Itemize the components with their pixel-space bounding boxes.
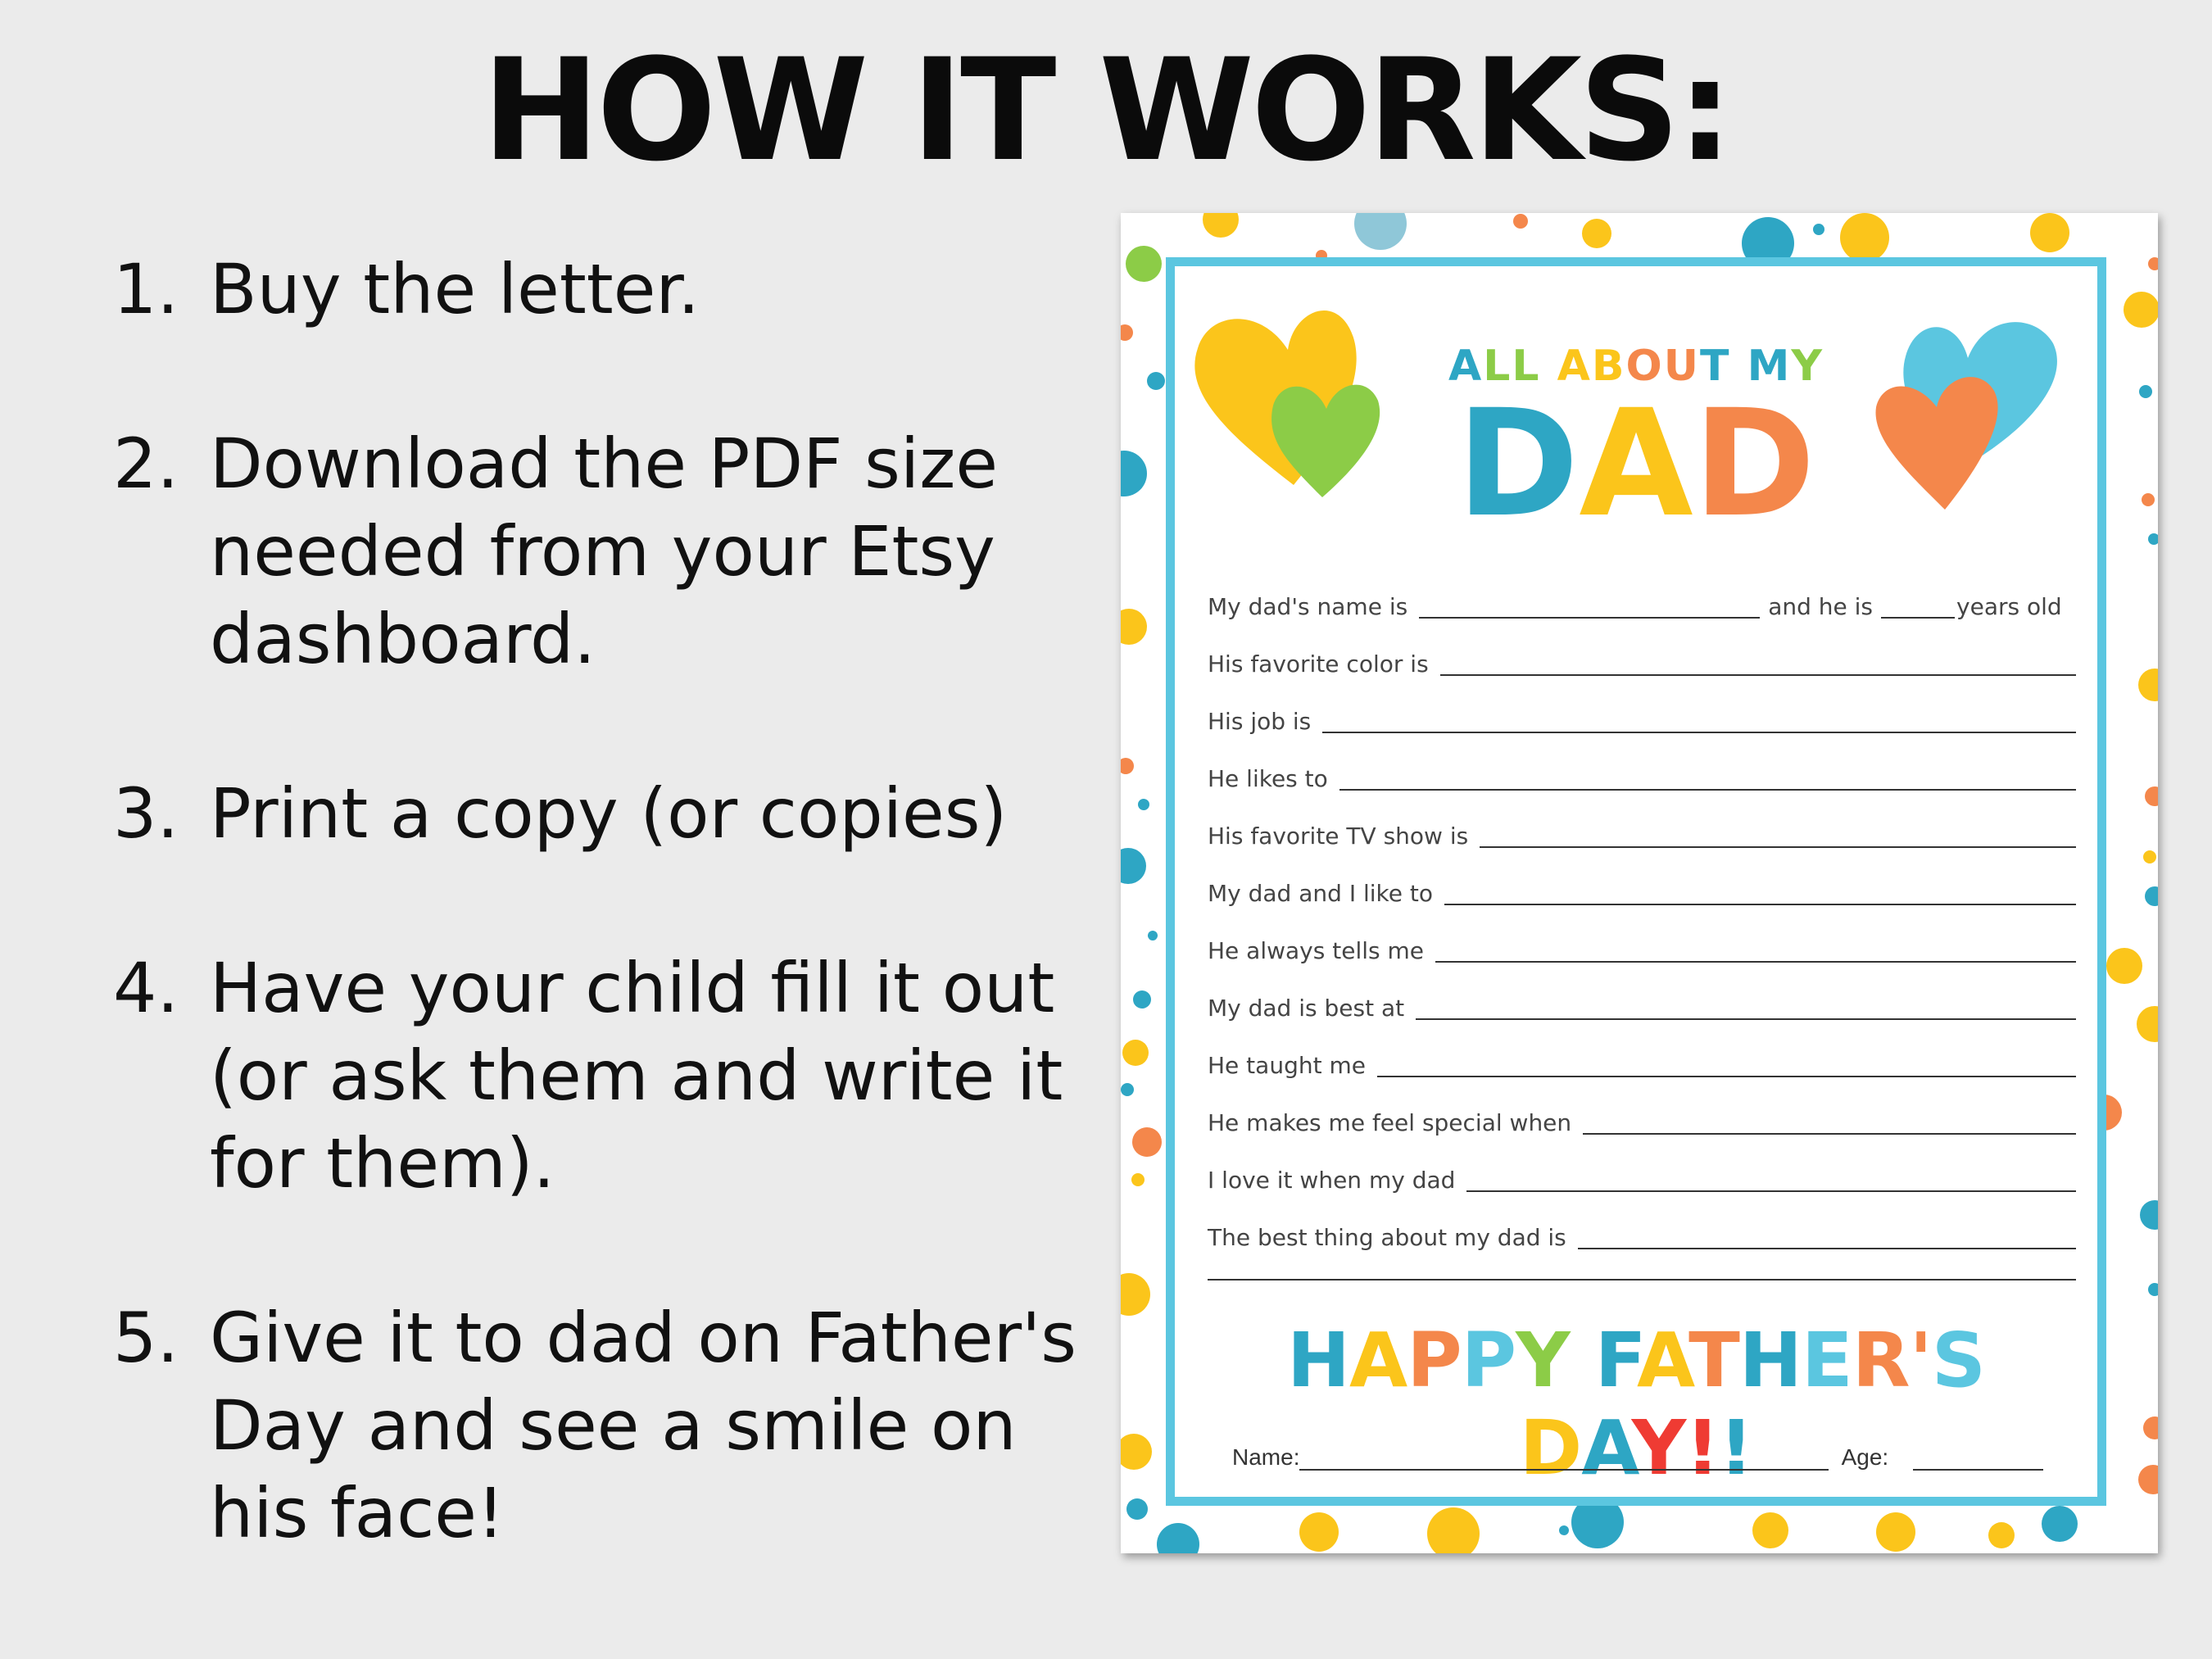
line-label: His favorite TV show is [1208,823,1469,850]
step-item [113,420,1096,683]
printable-sheet [1121,213,2158,1553]
fill-line [1208,1192,2076,1249]
age-label: Age: [1841,1444,1889,1470]
name-age-row [1232,1444,2043,1471]
line-label: My dad is best at [1208,995,1405,1022]
fill-line [1208,905,2076,963]
step-number: 4. [113,948,179,1028]
fill-line [1208,561,2076,619]
step-number: 3. [113,773,179,854]
line-label: I love it when my dad [1208,1167,1456,1194]
answer-blank[interactable] [1466,1166,2076,1192]
answer-blank[interactable] [1881,592,1955,619]
fill-in-lines [1208,561,2076,1249]
step-number: 5. [113,1298,179,1378]
line-label: His favorite color is [1208,650,1429,678]
step-text: Print a copy (or copies) [210,773,1008,854]
sheet-subtitle: ALL ABOUT MY [1448,342,1824,391]
fill-line [1208,1135,2076,1192]
name-label: Name: [1232,1444,1300,1470]
step-item [113,1294,1096,1557]
fill-line [1208,733,2076,791]
fill-line [1208,619,2076,676]
page-title: HOW IT WORKS: [482,28,1730,193]
fill-line [1208,1020,2076,1077]
name-blank[interactable] [1299,1444,1828,1471]
fill-line [1208,1077,2076,1135]
steps-list [113,246,1096,1644]
answer-blank[interactable] [1435,936,2076,963]
sheet-title: DAD [1456,378,1816,550]
answer-blank[interactable] [1440,650,2076,676]
step-text: Buy the letter. [210,249,700,329]
line-label: and he is [1768,593,1874,620]
line-label: My dad's name is [1208,593,1408,620]
step-item [113,246,1096,333]
answer-blank[interactable] [1416,994,2076,1020]
line-label: He makes me feel special when [1208,1109,1572,1136]
fill-line [1208,848,2076,905]
line-label: years old [1956,593,2062,620]
answer-blank[interactable] [1377,1051,2076,1077]
answer-blank[interactable] [1578,1223,2076,1249]
fill-line [1208,791,2076,848]
answer-blank[interactable] [1583,1108,2076,1135]
step-number: 1. [113,249,179,329]
line-label: My dad and I like to [1208,880,1433,907]
step-item [113,945,1096,1208]
answer-blank[interactable] [1322,707,2076,733]
answer-blank[interactable] [1444,879,2076,905]
step-text: Have your child fill it out (or ask them and write it for them). [210,948,1063,1203]
fill-line [1208,676,2076,733]
fill-line [1208,963,2076,1020]
line-label: He likes to [1208,765,1328,792]
line-label: His job is [1208,708,1312,735]
line-label: He always tells me [1208,937,1424,964]
letter-card [1166,257,2106,1506]
answer-blank[interactable] [1419,592,1760,619]
answer-blank[interactable] [1480,822,2076,848]
step-text: Give it to dad on Father's Day and see a smile on his face! [210,1298,1077,1553]
line-label: The best thing about my dad is [1208,1224,1566,1251]
extra-answer-line[interactable] [1208,1279,2076,1281]
age-blank[interactable] [1913,1444,2043,1471]
fathers-day-greeting: HAPPY FATHER'S DAY!! [1287,1317,1985,1492]
step-text: Download the PDF size needed from your Etsy dashboard. [210,424,999,679]
step-item [113,770,1096,858]
step-number: 2. [113,424,179,504]
answer-blank[interactable] [1339,764,2076,791]
line-label: He taught me [1208,1052,1366,1079]
